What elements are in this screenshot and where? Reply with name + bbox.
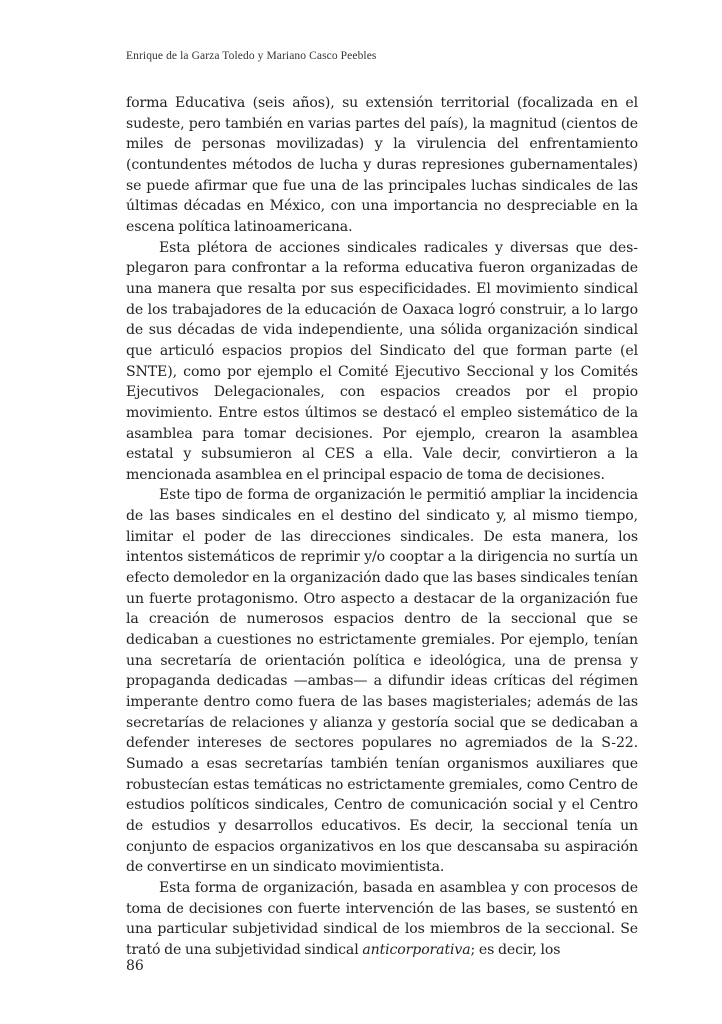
- paragraph-4-text: Esta forma de organización, basada en asamblea y con procesos de toma de decisiones con fuerte intervención de las bases, se sustentó en una particular subjetividad sindical de los miembros de la seccional. Se trató de una subjetividad sindical: [126, 879, 638, 958]
- paragraph-4-text-end: ; es decir, los: [470, 941, 561, 958]
- body-text: [126, 93, 638, 961]
- paragraph-4: [126, 878, 638, 961]
- paragraph-2: Esta plétora de acciones sindicales radicales y diversas que desplegaron para confrontar a la reforma educativa fueron organizadas de una manera que resalta por sus especificidades. El movimiento sindical de los trabajadores de la educación de Oaxaca logró construir, a lo largo de sus décadas de vida independiente, una sólida organización sindical que articuló espacios propios del Sindicato del que forman parte (el SNTE), como por ejemplo el Comité Ejecutivo Seccional y los Comités Ejecutivos Delegacionales, con espacios creados por el propio movimiento. Entre estos últimos se destacó el empleo sistemático de la asamblea para tomar decisiones. Por ejemplo, crearon la asamblea estatal y subsumieron al CES a ella. Vale decir, convirtieron a la mencionada asamblea en el principal espacio de toma de decisiones.: [126, 239, 638, 483]
- emphasis-anticorporativa: anticorporativa: [362, 941, 471, 958]
- running-header: Enrique de la Garza Toledo y Mariano Casco Peebles: [126, 50, 377, 62]
- paragraph-3: Este tipo de forma de organización le permitió ampliar la incidencia de las bases sindicales en el destino del sindicato y, al mismo tiempo, limitar el poder de las direcciones sindicales. De esta manera, los intentos sistemáticos de reprimir y/o cooptar a la dirigencia no surtía un efecto demoledor en la organización dado que las bases sindicales tenían un fuerte protagonismo. Otro aspecto a destacar de la organización fue la creación de numerosos espacios dentro de la seccional que se dedicaban a cuestiones no estrictamente gremiales. Por ejemplo, tenían una secretaría de orientación política e ideológica, una de prensa y propaganda dedicadas —ambas— a difundir ideas críticas del régimen imperante dentro como fuera de las bases magisteriales; además de las secretarías de relaciones y alianza y gestoría social que se dedicaban a defender intereses de sectores populares no agremiados de la S-22. Sumado a esas secretarías también tenían organismos auxiliares que robustecían estas temáticas no estrictamente gremiales, como Centro de estudios políticos sindicales, Centro de comunicación social y el Centro de estudios y desarrollos educativos. Es decir, la seccional tenía un conjunto de espacios organizativos en los que descansaba su aspiración de convertirse en un sindicato movimientista.: [126, 487, 638, 876]
- paragraph-1: forma Educativa (seis años), su extensión territorial (focalizada en el sudeste, pero también en varias partes del país), la magnitud (cientos de miles de personas movilizadas) y la virulencia del enfrentamiento (contundentes métodos de lucha y duras represiones gubernamentales) se puede afirmar que fue una de las principales luchas sindicales de las últimas décadas en México, con una importancia no despreciable en la escena política latinoamericana.: [126, 95, 638, 235]
- page-number: 86: [126, 958, 144, 974]
